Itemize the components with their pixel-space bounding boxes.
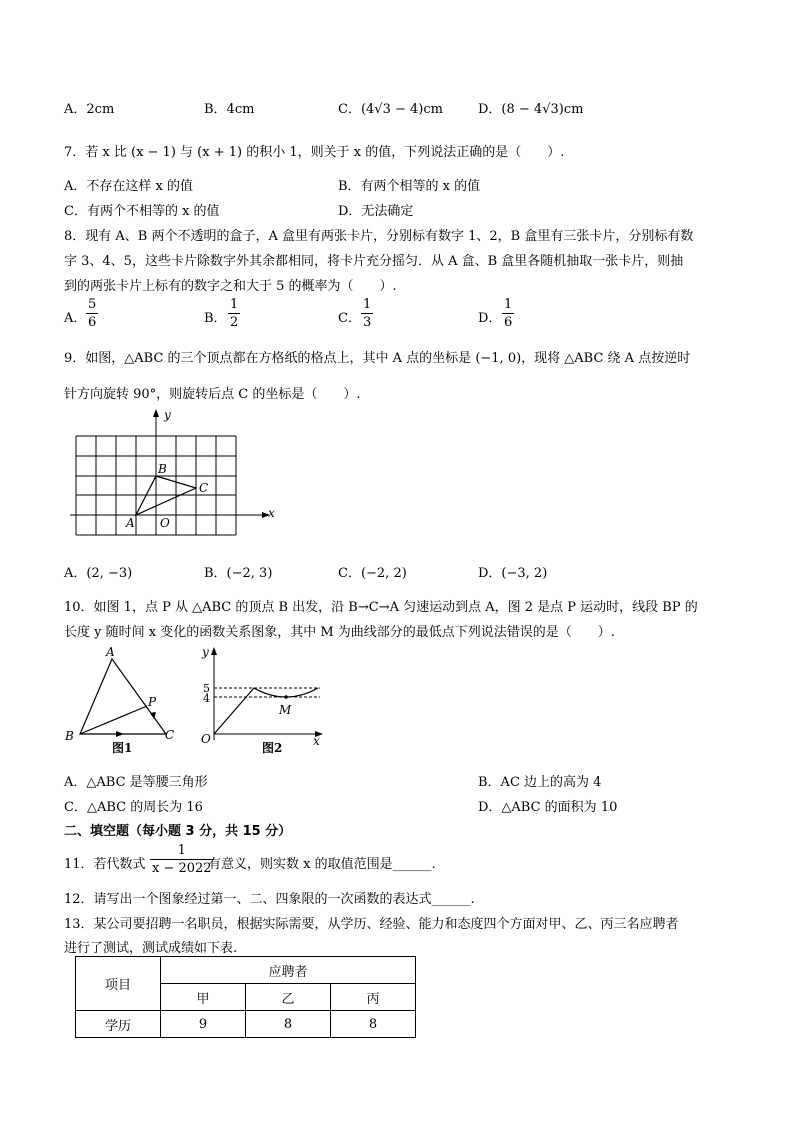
q8-option-a-label: A． [64, 311, 87, 326]
q9-line-2: 针方向旋转 90°，则旋转后点 C 的坐标是（ ）. [64, 387, 361, 402]
q11-suffix: 有意义，则实数 x 的取值范围是______. [208, 857, 436, 872]
q8-line-3: 到的两张卡片上标有的数字之和大于 5 的概率为（ ）. [64, 279, 397, 294]
tick-label-4: 4 [203, 692, 210, 705]
fraction-denominator: 2 [230, 315, 239, 330]
q8-option-b-label: B． [204, 311, 227, 326]
table-header-candidate: 丙 [331, 984, 416, 1011]
q7-stem: 7．若 x 比 (x − 1) 与 (x + 1) 的积小 1，则关于 x 的值，下列说法正确的是（ ）. [64, 145, 565, 160]
q8-option-d-label: D． [478, 311, 502, 326]
q10-option-c: C．△ABC 的周长为 16 [64, 800, 203, 815]
table-cell: 8 [331, 1011, 416, 1038]
q6-option-c: C．(4√3 − 4)cm [338, 102, 443, 117]
q13-line-2: 进行了测试，测试成绩如下表. [64, 941, 238, 956]
q6-option-d: D．(8 − 4√3)cm [478, 102, 584, 117]
vertex-c-label: C [165, 728, 175, 742]
table-header-item: 项目 [76, 957, 161, 1011]
y-axis-label: y [164, 408, 171, 422]
origin-label: O [160, 516, 170, 530]
fraction-bar [361, 313, 373, 314]
figure-2-caption: 图2 [262, 741, 283, 755]
q8-line-2: 字 3、4、5，这些卡片除数字外其余都相同，将卡片充分摇匀．从 A 盒、B 盒里各随机抽取一张卡片，则抽 [64, 254, 684, 269]
q12-stem: 12．请写出一个图象经过第一、二、四象限的一次函数的表达式______. [64, 892, 475, 907]
vertex-b-label: B [158, 462, 167, 476]
fraction-bar [502, 313, 514, 314]
q11-prefix: 11．若代数式 [64, 857, 146, 872]
vertex-a-label: A [126, 516, 135, 530]
q13-line-1: 13．某公司要招聘一名职员，根据实际需要，从学历、经验、能力和态度四个方面对甲、乙、丙三名应聘者 [64, 917, 679, 932]
q7-option-b: B．有两个相等的 x 的值 [338, 179, 481, 194]
point-m-label: M [279, 703, 292, 717]
q7-option-d: D．无法确定 [338, 204, 414, 219]
origin-label: O [201, 732, 211, 746]
y-axis-arrow-icon [153, 409, 159, 417]
table-row-label: 学历 [76, 1011, 161, 1038]
fraction-numerator: 1 [177, 843, 186, 858]
fraction-denominator: 6 [504, 315, 513, 330]
x-axis-label: x [268, 506, 275, 520]
table-row [76, 1011, 416, 1038]
q10-option-b: B．AC 边上的高为 4 [478, 775, 602, 790]
q9-line-1: 9．如图，△ABC 的三个顶点都在方格纸的格点上，其中 A 点的坐标是 (−1, 0)，现将 △ABC 绕 A 点按逆时 [64, 351, 691, 366]
q8-option-a-fraction [86, 297, 98, 330]
section-2-heading: 二、填空题（每小题 3 分，共 15 分） [64, 824, 292, 839]
q10-option-d: D．△ABC 的面积为 10 [478, 800, 618, 815]
fraction-bar [228, 313, 240, 314]
q10-option-a: A．△ABC 是等腰三角形 [64, 775, 208, 790]
fraction-bar [150, 859, 214, 860]
q11-fraction [150, 843, 214, 876]
point-p-label: P [148, 695, 157, 709]
q7-option-a: A．不存在这样 x 的值 [64, 179, 193, 194]
table-cell: 8 [246, 1011, 331, 1038]
fraction-denominator: 6 [88, 315, 97, 330]
y-axis-label: y [202, 645, 209, 659]
fraction-bar [86, 313, 98, 314]
q8-option-c-label: C． [338, 311, 361, 326]
vertex-b-label: B [65, 729, 74, 743]
table-header-candidate: 乙 [246, 984, 331, 1011]
table-header-candidate: 甲 [161, 984, 246, 1011]
figure-1-caption: 图1 [112, 741, 133, 755]
q10-figure-1 [62, 644, 182, 756]
q10-line-2: 长度 y 随时间 x 变化的函数关系图象，其中 M 为曲线部分的最低点下列说法错误的是（ ）. [64, 625, 615, 640]
fraction-denominator: 3 [363, 315, 372, 330]
fraction-numerator: 1 [230, 297, 239, 312]
q9-option-d: D．(−3, 2) [478, 566, 548, 581]
q7-option-c: C．有两个不相等的 x 的值 [64, 204, 220, 219]
fraction-denominator: x − 2022 [152, 861, 212, 876]
y-axis-arrow-icon [211, 647, 217, 655]
q10-line-1: 10．如图 1，点 P 从 △ABC 的顶点 B 出发，沿 B→C→A 匀速运动到点 A，图 2 是点 P 运动时，线段 BP 的 [64, 600, 698, 615]
q8-option-b-fraction [228, 297, 240, 330]
table-cell: 9 [161, 1011, 246, 1038]
q9-option-c: C．(−2, 2) [338, 566, 407, 581]
score-table [75, 956, 416, 1038]
q9-option-b: B．(−2, 3) [204, 566, 273, 581]
q6-option-a: A．2cm [64, 102, 115, 117]
q8-option-c-fraction [361, 297, 373, 330]
q9-option-a: A．(2, −3) [64, 566, 133, 581]
q8-line-1: 8．现有 A、B 两个不透明的盒子，A 盒里有两张卡片，分别标有数字 1、2，B 盒里有三张卡片，分别标有数 [64, 229, 694, 244]
fraction-numerator: 1 [363, 297, 372, 312]
table-header-applicants: 应聘者 [161, 957, 416, 984]
x-axis-label: x [313, 734, 320, 748]
fraction-numerator: 5 [88, 297, 97, 312]
fraction-numerator: 1 [504, 297, 513, 312]
tick-label-5: 5 [203, 682, 210, 695]
function-curve [214, 688, 318, 734]
arrow-bc-icon [116, 731, 124, 737]
vertex-a-label: A [106, 645, 115, 659]
point-m [284, 695, 288, 699]
q10-figure-2 [196, 644, 336, 756]
q9-grid-figure [66, 406, 286, 536]
q8-option-d-fraction [502, 297, 514, 330]
q6-option-b: B．4cm [204, 102, 255, 117]
vertex-c-label: C [199, 481, 209, 495]
